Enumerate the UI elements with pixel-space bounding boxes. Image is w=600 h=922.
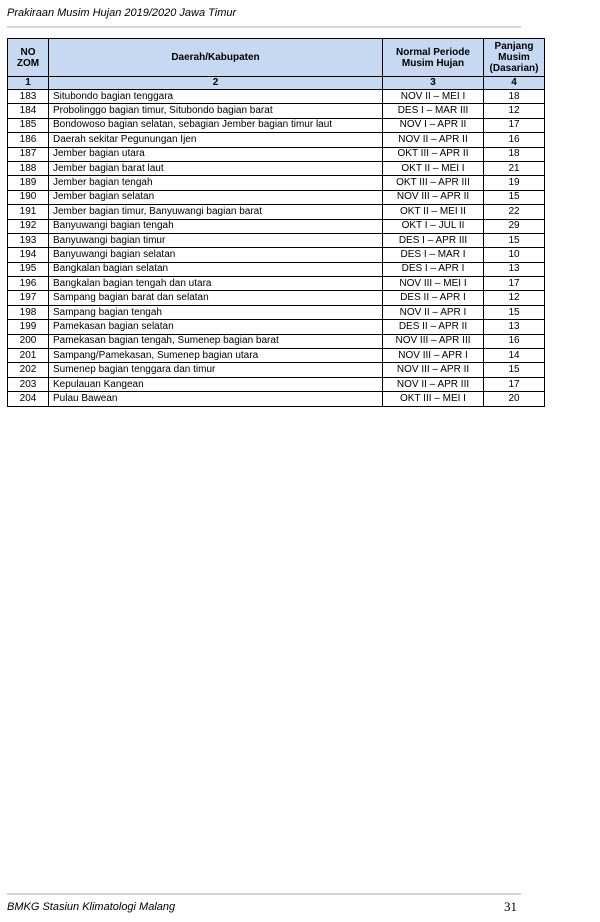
table-row (8, 291, 545, 305)
period-cell: OKT III – MEI I (383, 392, 484, 406)
table-row (8, 176, 545, 190)
length-cell: 20 (484, 392, 545, 406)
table-body (8, 90, 545, 407)
column-header-length: Panjang Musim (Dasarian) (484, 39, 545, 77)
period-cell: NOV II – APR I (383, 305, 484, 319)
table-row (8, 377, 545, 391)
length-cell: 21 (484, 161, 545, 175)
region-cell: Kepulauan Kangean (49, 377, 383, 391)
zone-number-cell: 204 (8, 392, 49, 406)
length-cell: 19 (484, 176, 545, 190)
zone-number-cell: 191 (8, 205, 49, 219)
table-row (8, 305, 545, 319)
period-cell: DES II – APR I (383, 291, 484, 305)
period-cell: OKT II – MEI I (383, 161, 484, 175)
season-zone-table (7, 38, 545, 407)
length-cell: 17 (484, 277, 545, 291)
zone-number-cell: 190 (8, 190, 49, 204)
period-cell: NOV III – APR II (383, 363, 484, 377)
region-cell: Daerah sekitar Pegunungan Ijen (49, 133, 383, 147)
length-cell: 16 (484, 133, 545, 147)
region-cell: Sampang/Pamekasan, Sumenep bagian utara (49, 349, 383, 363)
length-cell: 15 (484, 233, 545, 247)
table-row (8, 90, 545, 104)
region-cell: Sampang bagian tengah (49, 305, 383, 319)
region-cell: Bangkalan bagian tengah dan utara (49, 277, 383, 291)
zone-number-cell: 193 (8, 233, 49, 247)
period-cell: OKT III – APR II (383, 147, 484, 161)
table-row (8, 349, 545, 363)
period-cell: NOV III – APR I (383, 349, 484, 363)
table-row (8, 248, 545, 262)
length-cell: 14 (484, 349, 545, 363)
zone-number-cell: 186 (8, 133, 49, 147)
table-row (8, 104, 545, 118)
period-cell: DES I – MAR I (383, 248, 484, 262)
column-header-period: Normal Periode Musim Hujan (383, 39, 484, 77)
period-cell: DES I – APR I (383, 262, 484, 276)
region-cell: Pamekasan bagian selatan (49, 320, 383, 334)
table-row (8, 363, 545, 377)
zone-number-cell: 192 (8, 219, 49, 233)
length-cell: 22 (484, 205, 545, 219)
region-cell: Bondowoso bagian selatan, sebagian Jember bagian timur laut (49, 118, 383, 132)
region-cell: Jember bagian utara (49, 147, 383, 161)
table-row (8, 219, 545, 233)
zone-number-cell: 188 (8, 161, 49, 175)
table-row (8, 277, 545, 291)
table-row (8, 133, 545, 147)
table-row (8, 233, 545, 247)
zone-number-cell: 183 (8, 90, 49, 104)
zone-number-cell: 189 (8, 176, 49, 190)
region-cell: Situbondo bagian tenggara (49, 90, 383, 104)
period-cell: NOV II – APR II (383, 133, 484, 147)
length-cell: 15 (484, 190, 545, 204)
length-cell: 17 (484, 118, 545, 132)
period-cell: DES I – MAR III (383, 104, 484, 118)
zone-number-cell: 194 (8, 248, 49, 262)
region-cell: Banyuwangi bagian selatan (49, 248, 383, 262)
column-number: 3 (383, 77, 484, 90)
period-cell: NOV II – APR III (383, 377, 484, 391)
column-number: 4 (484, 77, 545, 90)
zone-number-cell: 199 (8, 320, 49, 334)
table-row (8, 205, 545, 219)
zone-number-cell: 197 (8, 291, 49, 305)
running-header: Prakiraan Musim Hujan 2019/2020 Jawa Timur (7, 7, 237, 19)
length-cell: 12 (484, 104, 545, 118)
column-number-row (8, 77, 545, 90)
region-cell: Jember bagian selatan (49, 190, 383, 204)
period-cell: NOV II – MEI I (383, 90, 484, 104)
column-number: 2 (49, 77, 383, 90)
length-cell: 18 (484, 147, 545, 161)
period-cell: NOV III – APR II (383, 190, 484, 204)
table-row (8, 320, 545, 334)
region-cell: Pamekasan bagian tengah, Sumenep bagian barat (49, 334, 383, 348)
table-row (8, 334, 545, 348)
period-cell: DES II – APR II (383, 320, 484, 334)
table-row (8, 118, 545, 132)
zone-number-cell: 184 (8, 104, 49, 118)
period-cell: NOV III – MEI I (383, 277, 484, 291)
footer-rule (7, 893, 521, 895)
zone-number-cell: 200 (8, 334, 49, 348)
region-cell: Jember bagian tengah (49, 176, 383, 190)
table-row (8, 147, 545, 161)
zone-number-cell: 202 (8, 363, 49, 377)
length-cell: 13 (484, 320, 545, 334)
region-cell: Jember bagian timur, Banyuwangi bagian barat (49, 205, 383, 219)
period-cell: OKT I – JUL II (383, 219, 484, 233)
period-cell: NOV III – APR III (383, 334, 484, 348)
region-cell: Banyuwangi bagian tengah (49, 219, 383, 233)
table-row (8, 190, 545, 204)
zone-number-cell: 185 (8, 118, 49, 132)
table-header-row (8, 39, 545, 77)
zone-number-cell: 203 (8, 377, 49, 391)
region-cell: Sumenep bagian tenggara dan timur (49, 363, 383, 377)
length-cell: 13 (484, 262, 545, 276)
length-cell: 16 (484, 334, 545, 348)
period-cell: OKT III – APR III (383, 176, 484, 190)
region-cell: Sampang bagian barat dan selatan (49, 291, 383, 305)
column-number: 1 (8, 77, 49, 90)
length-cell: 29 (484, 219, 545, 233)
column-header-zom: NO ZOM (8, 39, 49, 77)
table-row (8, 392, 545, 406)
zone-number-cell: 198 (8, 305, 49, 319)
length-cell: 15 (484, 305, 545, 319)
region-cell: Bangkalan bagian selatan (49, 262, 383, 276)
page-number: 31 (504, 899, 517, 914)
length-cell: 15 (484, 363, 545, 377)
period-cell: NOV I – APR II (383, 118, 484, 132)
length-cell: 12 (484, 291, 545, 305)
region-cell: Jember bagian barat laut (49, 161, 383, 175)
length-cell: 18 (484, 90, 545, 104)
region-cell: Banyuwangi bagian timur (49, 233, 383, 247)
table-row (8, 262, 545, 276)
zone-number-cell: 187 (8, 147, 49, 161)
length-cell: 17 (484, 377, 545, 391)
footer-institution: BMKG Stasiun Klimatologi Malang (7, 901, 176, 913)
region-cell: Pulau Bawean (49, 392, 383, 406)
length-cell: 10 (484, 248, 545, 262)
column-header-region: Daerah/Kabupaten (49, 39, 383, 77)
table-row (8, 161, 545, 175)
zone-number-cell: 195 (8, 262, 49, 276)
region-cell: Probolinggo bagian timur, Situbondo bagian barat (49, 104, 383, 118)
header-rule (7, 26, 521, 28)
zone-number-cell: 201 (8, 349, 49, 363)
zone-number-cell: 196 (8, 277, 49, 291)
period-cell: DES I – APR III (383, 233, 484, 247)
period-cell: OKT II – MEI II (383, 205, 484, 219)
